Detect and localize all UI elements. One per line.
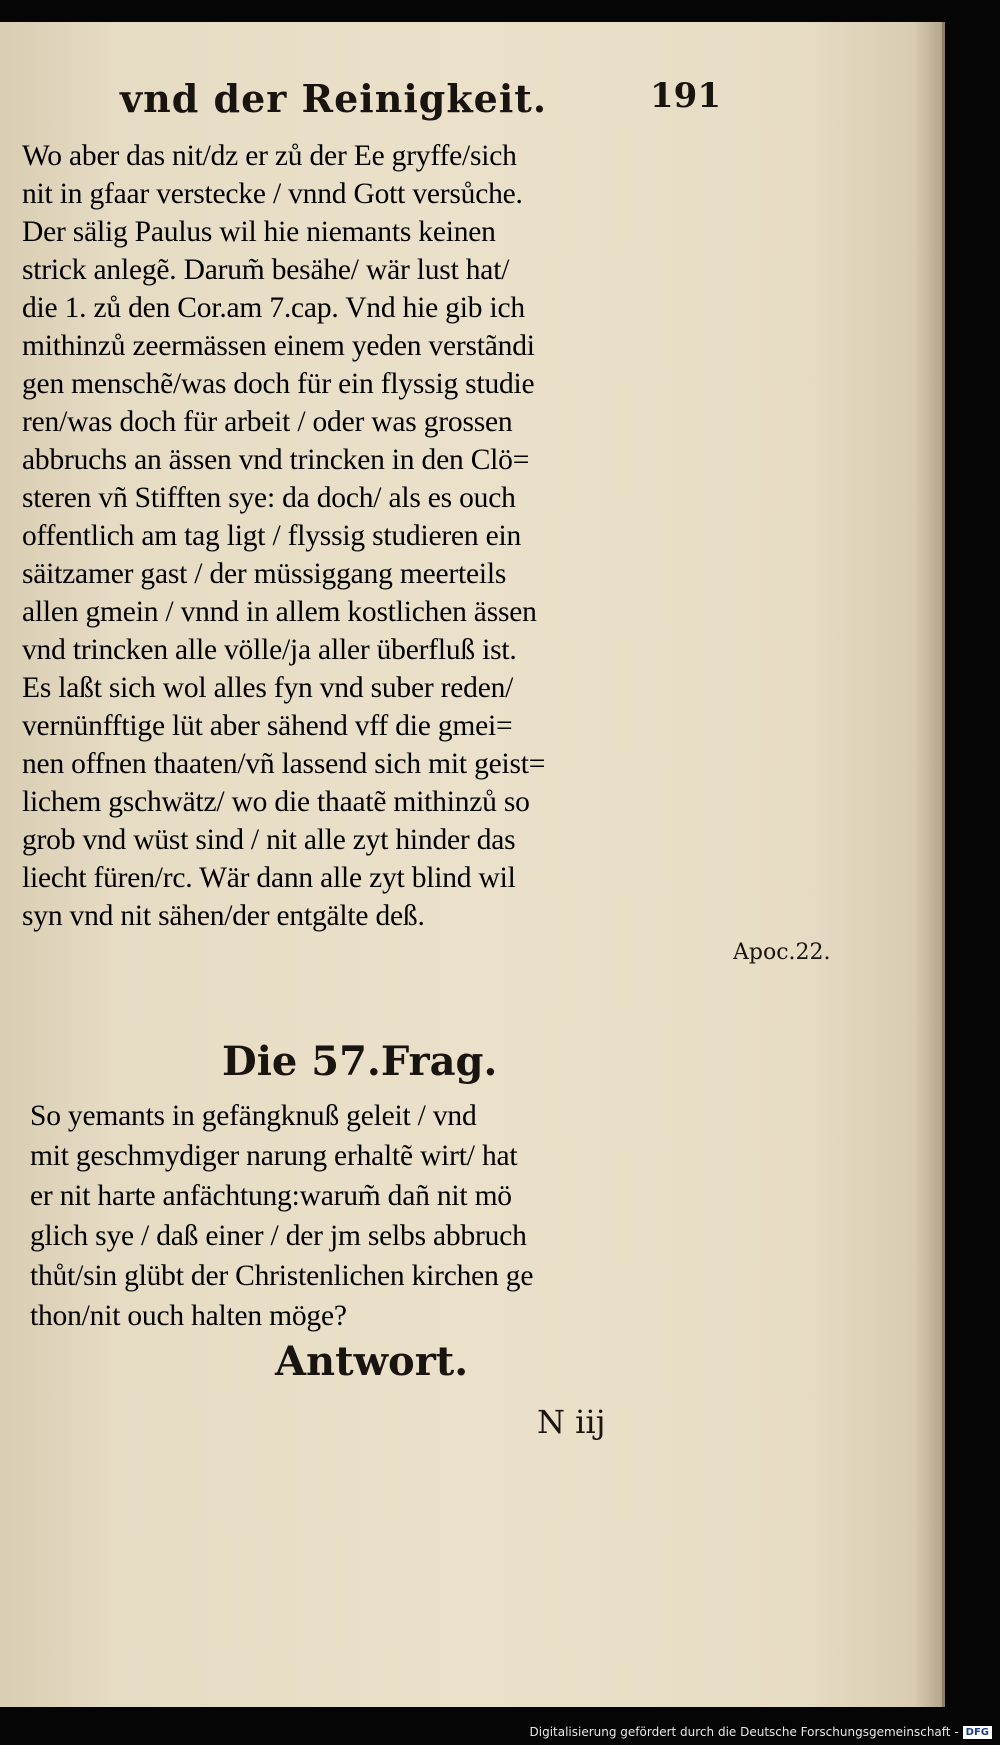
text-line: nen offnen thaaten/vñ lassend sich mit geist= xyxy=(22,748,546,780)
answer-heading: Antwort. xyxy=(275,1338,469,1385)
question-heading: Die 57.Frag. xyxy=(222,1038,498,1085)
text-line: abbruchs an ässen vnd trincken in den Clö= xyxy=(22,444,530,476)
question-line: er nit harte anfächtung:warum̃ dañ nit mö xyxy=(30,1180,512,1212)
text-line: grob vnd wüst sind / nit alle zyt hinder das xyxy=(22,824,516,856)
text-line: syn vnd nit sähen/der entgälte deß. xyxy=(22,900,425,932)
question-line: glich sye / daß einer / der jm selbs abbruch xyxy=(30,1220,527,1252)
text-line: Wo aber das nit/dz er zů der Ee gryffe/sich xyxy=(22,140,517,172)
dfg-logo-icon: DFG xyxy=(963,1726,992,1739)
text-line: liecht füren/rc. Wär dann alle zyt blind wil xyxy=(22,862,516,894)
text-line: ren/was doch für arbeit / oder was grossen xyxy=(22,406,513,438)
digitization-credit xyxy=(530,1725,993,1739)
page-number: 191 xyxy=(650,76,721,116)
text-line: die 1. zů den Cor.am 7.cap. Vnd hie gib ich xyxy=(22,292,525,324)
question-line: mit geschmydiger narung erhaltẽ wirt/ hat xyxy=(30,1140,518,1172)
text-line: offentlich am tag ligt / flyssig studieren ein xyxy=(22,520,522,552)
running-head-title: vnd der Reinigkeit. xyxy=(120,76,548,121)
text-line: mithinzů zeermässen einem yeden verstãndi xyxy=(22,330,535,362)
text-line: allen gmein / vnnd in allem kostlichen ässen xyxy=(22,596,537,628)
signature-mark: N iij xyxy=(537,1403,606,1441)
question-line: So yemants in gefängknuß geleit / vnd xyxy=(30,1100,477,1132)
text-line: vnd trincken alle völle/ja aller überfluß ist. xyxy=(22,634,517,666)
text-line: strick anlegẽ. Darum̃ besähe/ wär lust hat/ xyxy=(22,254,510,286)
text-line: lichem gschwätz/ wo die thaatẽ mithinzů so xyxy=(22,786,530,818)
running-head xyxy=(120,76,720,132)
text-line: Es laßt sich wol alles fyn vnd suber reden/ xyxy=(22,672,514,704)
question-line: thon/nit ouch halten möge? xyxy=(30,1300,347,1332)
text-line: steren vñ Stifften sye: da doch/ als es ouch xyxy=(22,482,516,514)
text-line: gen menschẽ/was doch für ein flyssig studie xyxy=(22,368,535,400)
digitization-credit-text: Digitalisierung gefördert durch die Deutsche Forschungsgemeinschaft - xyxy=(529,1725,959,1739)
text-line: Der sälig Paulus wil hie niemants keinen xyxy=(22,216,496,248)
text-line: säitzamer gast / der müssiggang meerteils xyxy=(22,558,507,590)
text-line: nit in gfaar verstecke / vnnd Gott versůche. xyxy=(22,178,523,210)
text-line: vernünfftige lüt aber sähend vff die gmei= xyxy=(22,710,513,742)
margin-note: Apoc.22. xyxy=(733,940,831,965)
question-line: thůt/sin glübt der Christenlichen kirchen ge xyxy=(30,1260,534,1292)
